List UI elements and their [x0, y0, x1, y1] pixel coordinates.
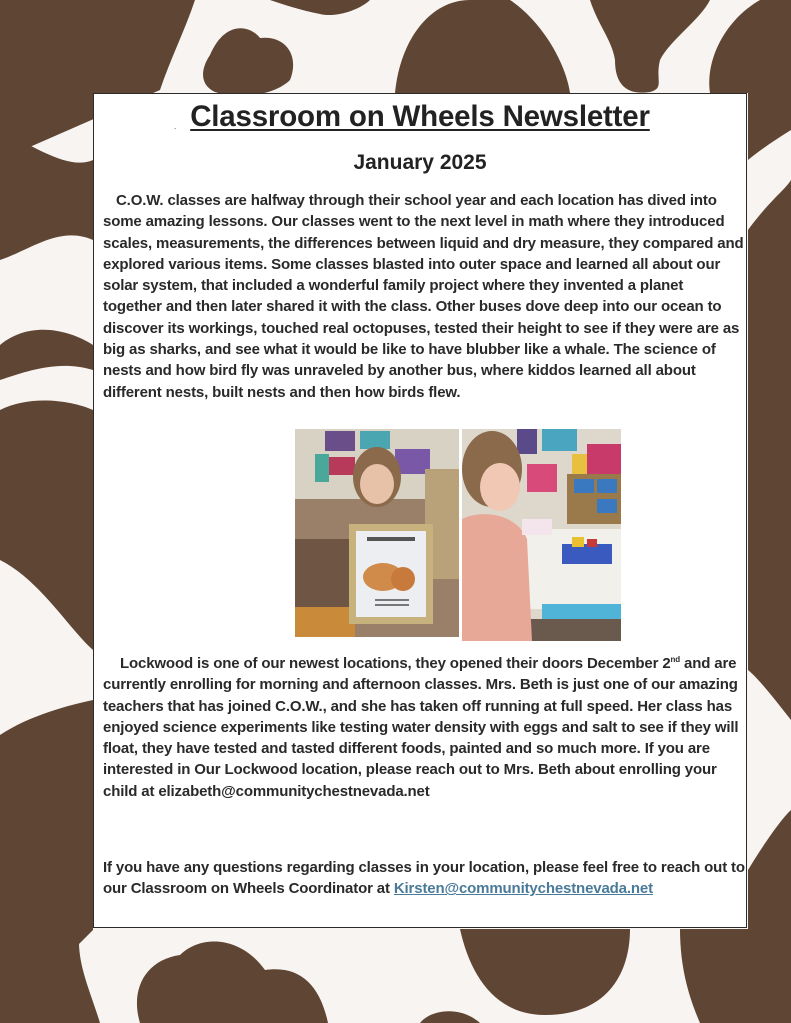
photo-child-playing-blocks	[462, 429, 621, 641]
photo-girl-with-handprint-art	[295, 429, 459, 637]
title-marker: .	[174, 122, 177, 131]
newsletter-date: January 2025	[353, 151, 487, 174]
intro-paragraph: C.O.W. classes are halfway through their school year and each location has dived into some amazing lessons. Our classes went to the next level in math where they introduced scales, measurements, the differences between liquid and dry measure, they compared and explored various items. Some classes blasted into outer space and learned all about our solar system, that included a wonderful family project where they invented a planet together and then later shared it with the class. Other buses dove deep into our ocean to discover its workings, touched real octopuses, tested their height to see if they were are as big as sharks, and see what it would be like to have blubber like a whale. The science of nests and how bird fly was unraveled by another bus, where kiddos learned all about different nests, built nests and then how birds flew.	[103, 192, 744, 401]
ordinal-suffix: nd	[670, 655, 681, 664]
newsletter-page	[93, 93, 747, 928]
lockwood-paragraph	[103, 653, 745, 802]
newsletter-title: Classroom on Wheels Newsletter	[190, 100, 650, 133]
lockwood-text-start: Lockwood is one of our newest locations, they opened their doors December 2	[120, 655, 671, 672]
lockwood-text-rest: and are currently enrolling for morning and afternoon classes. Mrs. Beth is just one of our amazing teachers that has joined C.O.W., and she has taken off running at full speed. Her class has enjoyed science experiments like testing water density with eggs and salt to see if they will float, they have tested and tasted different foods, painted and so much more. If you are interested in Our Lockwood location, please reach out to Mrs. Beth about enrolling your child at elizabeth@communitychestnevada.net	[103, 655, 739, 800]
contact-paragraph	[103, 857, 745, 900]
coordinator-email-link[interactable]: Kirsten@communitychestnevada.net	[393, 880, 653, 898]
contact-text: If you have any questions regarding classes in your location, please feel free to reach out to our Classroom on Wheels Coordinator at	[103, 859, 745, 898]
